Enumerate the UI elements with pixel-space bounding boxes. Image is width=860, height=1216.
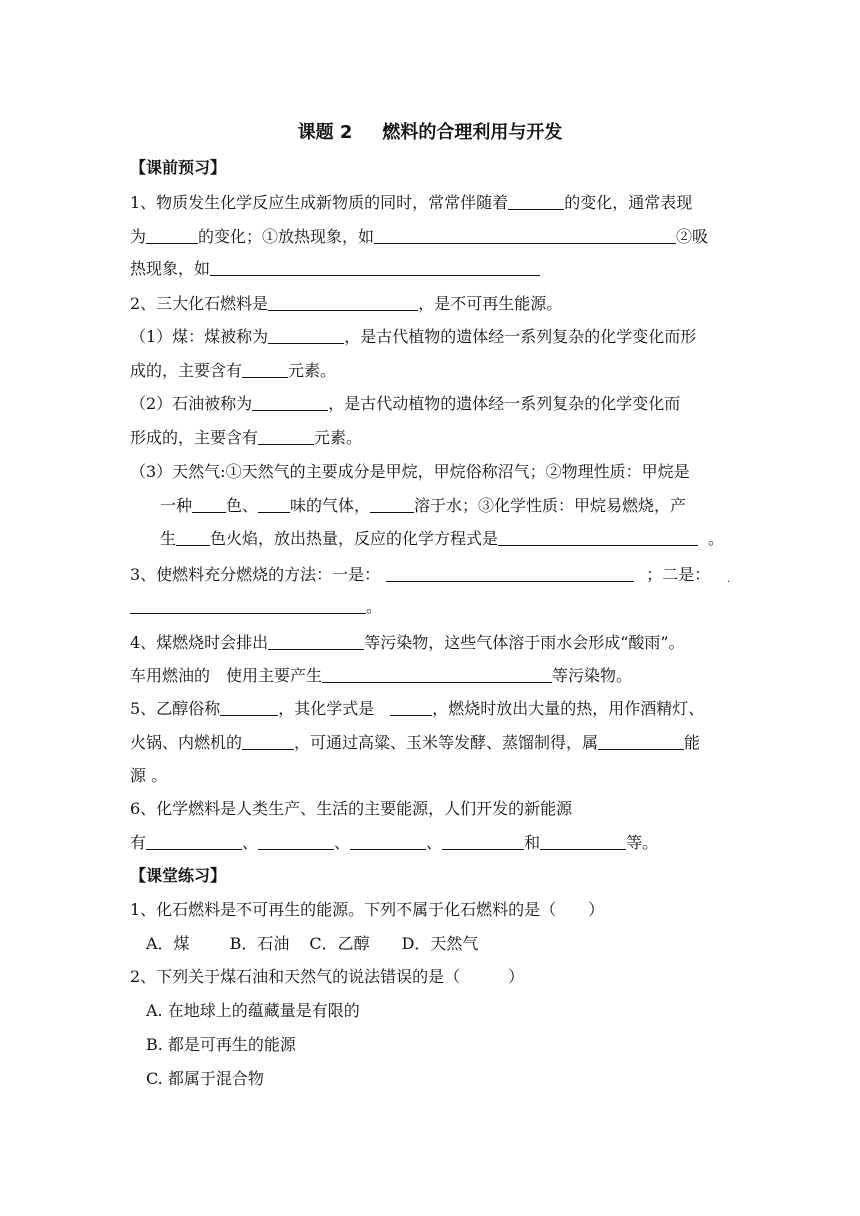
text: 溶于水；③化学性质：甲烷易燃烧，产 xyxy=(414,496,687,515)
text: ，是不可再生能源。 xyxy=(418,294,563,313)
answer-blank[interactable] xyxy=(322,666,552,683)
answer-blank[interactable] xyxy=(242,733,294,750)
text: 3、使燃料充分燃烧的方法：一是： xyxy=(130,565,381,584)
answer-blank[interactable] xyxy=(210,259,540,276)
preview-q3-line2 xyxy=(130,597,382,617)
lesson-number: 课题 2 xyxy=(297,122,353,143)
text: 热现象，如 xyxy=(130,259,211,278)
answer-blank[interactable] xyxy=(130,597,366,614)
answer-blank[interactable] xyxy=(220,699,278,716)
text: （1）煤：煤被称为 xyxy=(130,327,269,346)
preview-q2-2-line1 xyxy=(130,394,680,414)
text: 、 xyxy=(426,833,443,852)
answer-blank[interactable] xyxy=(268,633,364,650)
text: 。 xyxy=(708,529,725,548)
answer-blank[interactable] xyxy=(268,327,344,344)
text: 等污染物，这些气体溶于雨水会形成“酸雨”。 xyxy=(364,633,685,652)
text: 一种 xyxy=(160,496,193,515)
text: 6、化学燃料是人类生产、生活的主要能源，人们开发的新能源 xyxy=(130,799,573,818)
text: 。 xyxy=(366,597,383,616)
preview-q2-1-line1 xyxy=(130,327,696,347)
answer-blank[interactable] xyxy=(268,294,418,311)
text: 源 。 xyxy=(130,766,168,785)
practice-q2-option-c[interactable]: C. 都属于混合物 xyxy=(146,1069,264,1088)
text: ，是古代动植物的遗体经一系列复杂的化学变化而 xyxy=(328,394,681,413)
answer-blank[interactable] xyxy=(540,833,626,850)
text: 色、 xyxy=(226,496,259,515)
preview-q6-line2 xyxy=(130,833,658,853)
answer-blank[interactable] xyxy=(258,833,334,850)
answer-blank[interactable] xyxy=(374,227,676,244)
answer-blank[interactable] xyxy=(508,193,564,210)
preview-q5-line1 xyxy=(130,699,704,719)
text: 、 xyxy=(334,833,351,852)
answer-blank[interactable] xyxy=(176,529,210,546)
answer-blank[interactable] xyxy=(442,833,524,850)
option-a[interactable]: A．煤 xyxy=(146,934,190,953)
answer-blank[interactable] xyxy=(350,833,426,850)
text: 、 xyxy=(242,833,259,852)
page-title xyxy=(0,118,860,144)
answer-blank[interactable] xyxy=(242,361,288,378)
text: ，是古代植物的遗体经一系列复杂的化学变化而形 xyxy=(344,327,697,346)
text: 生 xyxy=(160,529,177,548)
preview-q1-line3 xyxy=(130,259,540,279)
text: ，燃烧时放出大量的热，用作酒精灯、 xyxy=(432,699,705,718)
text: 4、煤燃烧时会排出 xyxy=(130,633,269,652)
answer-blank[interactable] xyxy=(386,565,634,582)
practice-q2-stem: 2、下列关于煤石油和天然气的说法错误的是（ ） xyxy=(130,967,525,986)
answer-blank[interactable] xyxy=(252,394,328,411)
answer-blank[interactable] xyxy=(146,227,198,244)
answer-blank[interactable] xyxy=(598,733,684,750)
answer-blank[interactable] xyxy=(390,699,432,716)
text: ，其化学式是 xyxy=(278,699,375,718)
answer-blank[interactable] xyxy=(498,529,698,546)
option-d[interactable]: D．天然气 xyxy=(401,934,479,953)
practice-q1-options xyxy=(146,934,478,954)
text: 为 xyxy=(130,227,147,246)
text: 2、三大化石燃料是 xyxy=(130,294,269,313)
text: 色火焰，放出热量，反应的化学方程式是 xyxy=(210,529,499,548)
text: 等污染物。 xyxy=(552,666,633,685)
text: 有 xyxy=(130,833,147,852)
text: 5、乙醇俗称 xyxy=(130,699,221,718)
answer-blank[interactable] xyxy=(258,496,290,513)
preview-q4-line2 xyxy=(130,666,632,686)
text: 1、物质发生化学反应生成新物质的同时，常常伴随着 xyxy=(130,193,509,212)
option-c[interactable]: C．乙醇 xyxy=(309,934,370,953)
preview-q5-line3 xyxy=(130,766,167,786)
text: （2）石油被称为 xyxy=(130,394,253,413)
answer-blank[interactable] xyxy=(370,496,414,513)
text: 的变化；①放热现象，如 xyxy=(198,227,375,246)
preview-q2-1-line2 xyxy=(130,361,336,381)
preview-q6-line1 xyxy=(130,799,572,819)
answer-blank[interactable] xyxy=(192,496,226,513)
text: 元素。 xyxy=(288,361,337,380)
answer-blank[interactable] xyxy=(258,428,314,445)
text: 的变化，通常表现 xyxy=(564,193,693,212)
stray-mark: . xyxy=(727,574,731,585)
preview-q2-line xyxy=(130,294,562,314)
preview-q2-3-line1 xyxy=(130,462,690,482)
preview-q2-3-line2 xyxy=(160,496,686,516)
text: ，可通过高粱、玉米等发酵、蒸馏制得，属 xyxy=(294,733,599,752)
preview-q2-2-line2 xyxy=(130,428,362,448)
text: 味的气体， xyxy=(290,496,371,515)
practice-q2-option-b[interactable]: B. 都是可再生的能源 xyxy=(146,1035,296,1054)
preview-q4-line1 xyxy=(130,633,685,653)
text: 形成的，主要含有 xyxy=(130,428,259,447)
preview-q5-line2 xyxy=(130,733,700,753)
section-heading-practice: 【课堂练习】 xyxy=(130,866,227,885)
text: 元素。 xyxy=(314,428,363,447)
preview-q1-line2 xyxy=(130,227,708,247)
section-heading-preview: 【课前预习】 xyxy=(130,158,227,177)
text: 火锅、内燃机的 xyxy=(130,733,243,752)
text: ；二是： xyxy=(646,565,711,584)
preview-q1-line1 xyxy=(130,193,692,213)
text: （3）天然气:①天然气的主要成分是甲烷，甲烷俗称沼气；②物理性质：甲烷是 xyxy=(130,462,690,481)
text: 和 xyxy=(524,833,541,852)
preview-q3-line1 xyxy=(130,565,710,585)
text: 能 xyxy=(684,733,701,752)
text: 成的，主要含有 xyxy=(130,361,243,380)
text: 等。 xyxy=(626,833,659,852)
answer-blank[interactable] xyxy=(146,833,242,850)
preview-q2-3-line3 xyxy=(160,529,724,549)
option-b[interactable]: B．石油 xyxy=(229,934,290,953)
practice-q1-stem: 1、化石燃料是不可再生的能源。下列不属于化石燃料的是（ ） xyxy=(130,900,605,919)
text: 车用燃油的 使用主要产生 xyxy=(130,666,323,685)
practice-q2-option-a[interactable]: A. 在地球上的蕴藏量是有限的 xyxy=(146,1001,360,1020)
lesson-topic: 燃料的合理利用与开发 xyxy=(382,122,563,143)
text: ②吸 xyxy=(676,227,709,246)
